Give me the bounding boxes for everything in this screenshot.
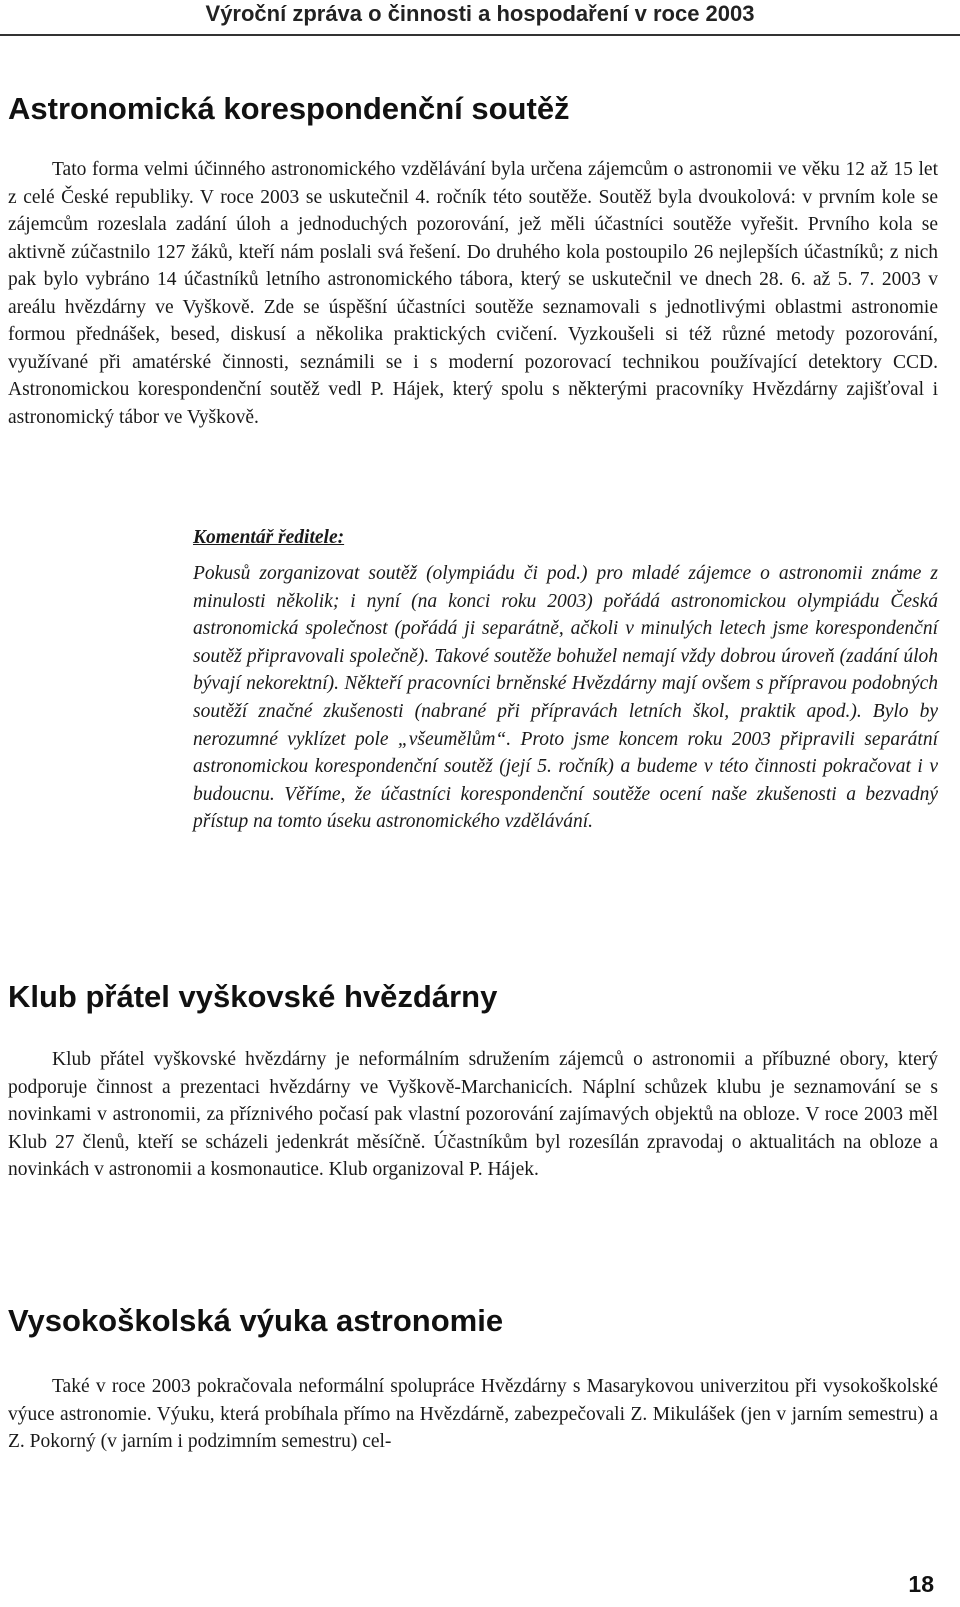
header-divider xyxy=(0,34,960,36)
paragraph-university: Také v roce 2003 pokračovala neformální spolupráce Hvězdárny s Masarykovou univerzitou při vysokoškolské výuce astronomie. Výuku, která probíhala přímo na Hvězdárně, zabezpečovali Z. Mikulášek (jen v jarním semestru) a Z. Pokorný (v jarním i podzimním semestru) cel- xyxy=(8,1376,938,1452)
running-header: Výroční zpráva o činnosti a hospodaření v roce 2003 xyxy=(205,1,755,26)
section-heading-competition: Astronomická korespondenční soutěž xyxy=(8,91,570,126)
director-comment-label: Komentář ředitele: xyxy=(193,527,345,548)
section-heading-club: Klub přátel vyškovské hvězdárny xyxy=(8,979,498,1014)
paragraph-competition: Tato forma velmi účinného astronomického vzdělávání byla určena zájemcům o astronomii ve věku 12 až 15 let z celé České republiky. V roce 2003 se uskutečnil 4. ročník této soutěže. Soutěž byla dvoukolová: v prvním kole se zájemcům rozeslala zadání úloh a jednoduchých pozorování, jež měli účastníci soutěže vyřešit. Prvního kola se aktivně zúčastnilo 127 žáků, kteří nám poslali svá řešení. Do druhého kola postoupilo 26 nejlepších účastníků; z nich pak bylo vybráno 14 účastníků letního astronomického tábora, který se uskutečnil ve dnech 28. 6. až 5. 7. 2003 v areálu hvězdárny ve Vyškově. Zde se úspěšní účastníci soutěže seznamovali s jednotlivými oblastmi astronomie formou přednášek, besed, diskusí a několika praktických cvičení. Vyzkoušeli si též různé metody pozorování, využívané při amatérské činnosti, seznámili se i s moderní pozorovací technikou používající detektory CCD. Astronomickou korespondenční soutěž vedl P. Hájek, který spolu s některými pracovníky Hvězdárny zajišťoval i astronomický tábor ve Vyškově. xyxy=(8,159,938,428)
page-number: 18 xyxy=(908,1571,934,1597)
director-comment-body: Pokusů zorganizovat soutěž (olympiádu či pod.) pro mladé zájemce o astronomii známe z minulosti několik; i nyní (na konci roku 2003) pořádá astronomickou olympiádu Česká astronomická společnost (pořádá ji separátně, ačkoli v minulých letech jsme korespondenční soutěž připravovali společně). Takové soutěže bohužel nemají vždy dobrou úroveň (zadání úloh bývají nekorektní). Někteří pracovníci brněnské Hvězdárny mají ovšem s přípravou podobných soutěží značné zkušenosti (nabrané při přípravách letních škol, praktik apod.). Bylo by nerozumné vyklízet pole „všeumělům“. Proto jsme koncem roku 2003 připravili separátní astronomickou korespondenční soutěž (její 5. ročník) a budeme v této činnosti pokračovat i v budoucnu. Věříme, že účastníci korespondenční soutěže ocení naše zkušenosti a bezvadný přístup na tomto úseku astronomického vzdělávání. xyxy=(193,563,938,833)
paragraph-club: Klub přátel vyškovské hvězdárny je neformálním sdružením zájemců o astronomii a příbuzné obory, který podporuje činnost a prezentaci hvězdárny ve Vyškově-Marchanicích. Náplní schůzek klubu je seznamování se s novinkami v astronomii, za příznivého počasí pak vlastní pozorování zajímavých objektů na obloze. V roce 2003 měl Klub 27 členů, kteří se scházeli jedenkrát měsíčně. Účastníkům byl rozesílán zpravodaj o aktualitách na obloze a novinkách v astronomii a kosmonautice. Klub organizoval P. Hájek. xyxy=(8,1049,938,1180)
section-heading-university: Vysokoškolská výuka astronomie xyxy=(8,1303,504,1338)
